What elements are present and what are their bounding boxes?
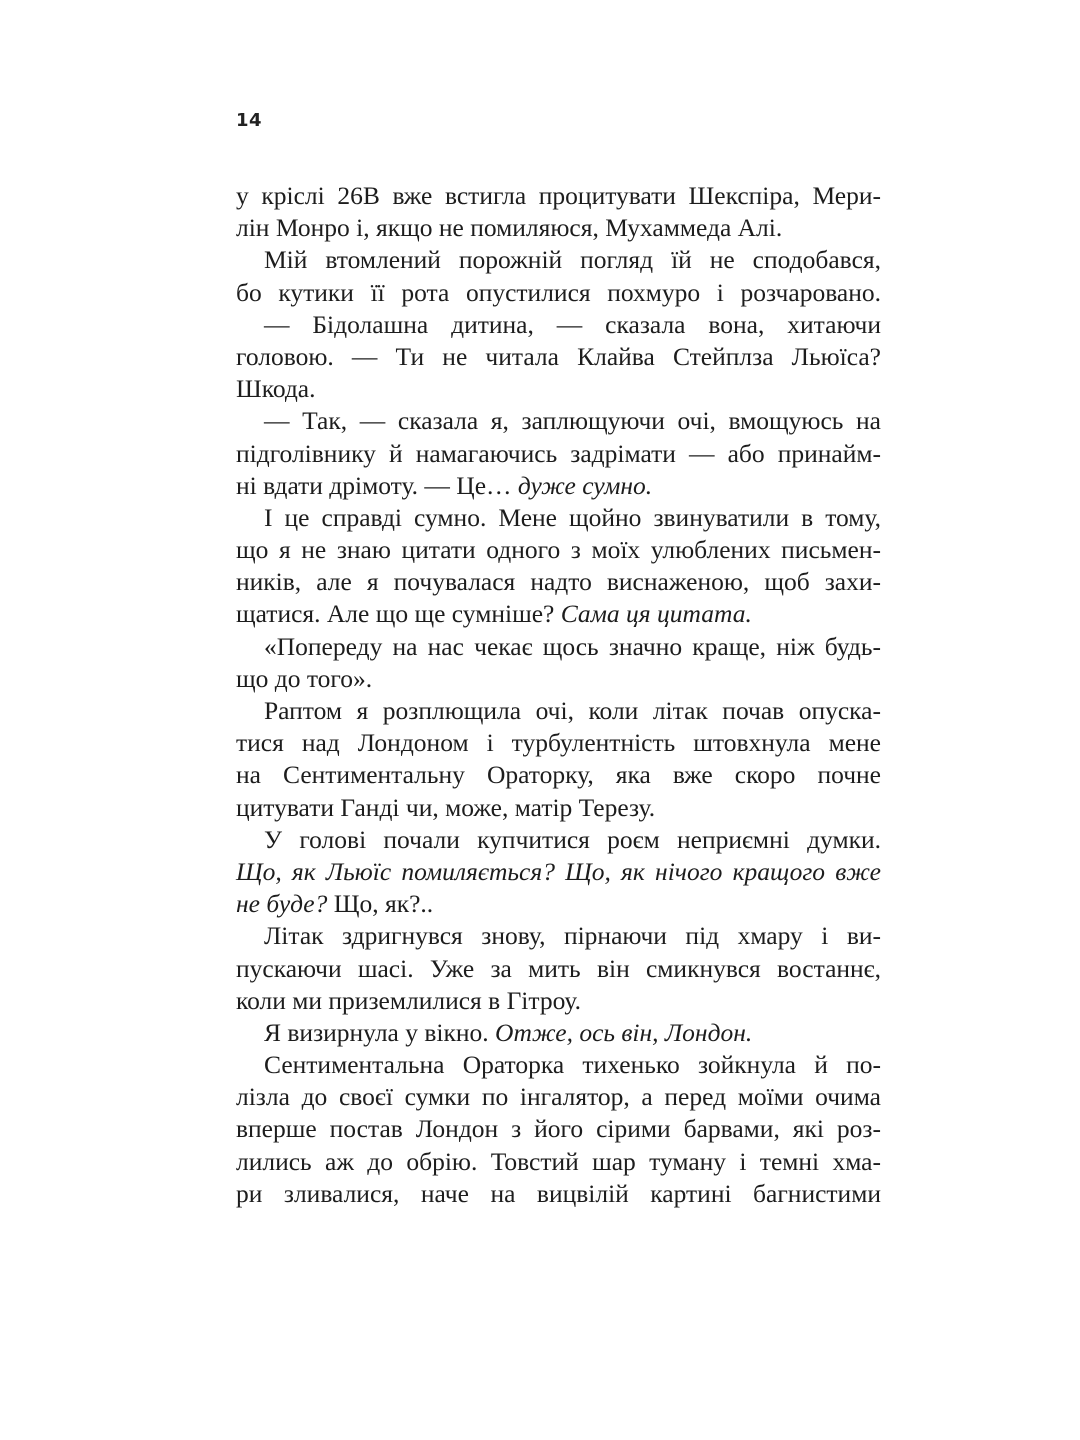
text-line [236,180,881,212]
text-segment: — Так, — сказала я, заплющуючи очі, вмощуюсь на [264,406,881,436]
text-segment: лізла до своєї сумки по інгалятор, а перед моїми очима [236,1082,881,1112]
italic-text: Отже, ось він, Лондон. [495,1017,753,1047]
text-segment: пускаючи шасі. Уже за мить він смикнувся востаннє, [236,953,881,983]
text-segment: лін Монро і, якщо не помиляюся, Мухаммеда Алі. [236,213,783,243]
paragraph-first-line [236,405,881,437]
text-line [236,953,881,985]
text-line [236,470,881,502]
paragraph-first-line [236,631,881,663]
text-line [236,341,881,373]
text-segment: що я не знаю цитати одного з моїх улюблених письмен- [236,535,881,565]
italic-text: не буде? [236,889,328,919]
text-line [236,438,881,470]
text-line [236,727,881,759]
text-line [236,534,881,566]
text-segment: ників, але я почувалася надто виснаженою, щоб захи- [236,567,881,597]
text-segment: головою. — Ти не читала Клайва Стейплза Льюїса? [236,341,881,371]
text-segment: — Бідолашна дитина, — сказала вона, хитаючи [264,309,881,339]
text-line [236,888,881,920]
text-segment: підголівнику й намагаючись задрімати — або принайм- [236,438,881,468]
text-line [236,985,881,1017]
text-segment: Раптом я розплющила очі, коли літак почав опуска- [264,696,881,725]
text-line [236,373,881,405]
paragraph-first-line [236,244,881,276]
italic-text: дуже сумно. [517,470,653,500]
text-line [236,1178,881,1210]
text-segment: на Сентиментальну Ораторку, яка вже скоро почне [236,760,881,790]
text-line [236,1113,881,1145]
text-segment: що до того». [236,663,373,693]
text-line [236,598,881,630]
text-line [236,1081,881,1113]
text-line [236,663,881,695]
body-text [236,180,881,1210]
paragraph-first-line [236,502,881,534]
text-segment: ні вдати дрімоту. — Це… [236,470,518,500]
text-segment: у кріслі 26В вже встигла процитувати Шекспіра, Мери- [236,181,881,210]
text-line [236,212,881,244]
italic-text: Сама ця цитата. [560,599,752,629]
page-number: 14 [236,110,263,131]
text-segment: І це справді сумно. Мене щойно звинуватили в тому, [264,502,881,532]
italic-text: Що, як Льюїс помиляється? Що, як нічого кращого вже [236,856,881,886]
text-segment: цитувати Ганді чи, може, матір Терезу. [236,792,656,822]
paragraph-first-line [236,920,881,952]
text-segment: Що, як?.. [327,889,434,919]
text-segment: Я визирнула у вікно. [264,1017,496,1047]
text-segment: бо кутики її рота опустилися похмуро і розчаровано. [236,277,881,307]
text-segment: Сентиментальна Ораторка тихенько зойкнула й по- [264,1050,881,1080]
paragraph-first-line [236,1017,881,1049]
paragraph-first-line [236,309,881,341]
text-segment: щатися. Але що ще сумніше? [236,599,561,629]
paragraph-first-line [236,695,881,727]
text-segment: Шкода. [236,374,316,404]
text-segment: коли ми приземлилися в Гітроу. [236,985,581,1015]
paragraph-first-line [236,1049,881,1081]
text-segment: Мій втомлений порожній погляд їй не сподобався, [264,245,881,275]
text-line [236,277,881,309]
text-segment: Літак здригнувся знову, пірнаючи під хмару і ви- [264,921,881,951]
text-line [236,792,881,824]
text-segment: лились аж до обрію. Товстий шар туману і темні хма- [236,1146,881,1176]
text-segment: вперше постав Лондон з його сірими барвами, які роз- [236,1114,881,1144]
text-line [236,566,881,598]
text-segment: «Попереду на нас чекає щось значно краще, ніж будь- [264,631,881,661]
text-line [236,1146,881,1178]
text-segment: ри зливалися, наче на вицвілій картині багнистими [236,1178,881,1208]
text-line [236,759,881,791]
text-line [236,856,881,888]
text-segment: тися над Лондоном і турбулентність штовхнула мене [236,728,881,758]
paragraph-first-line [236,824,881,856]
text-segment: У голові почали купчитися роєм неприємні думки. [264,824,881,854]
